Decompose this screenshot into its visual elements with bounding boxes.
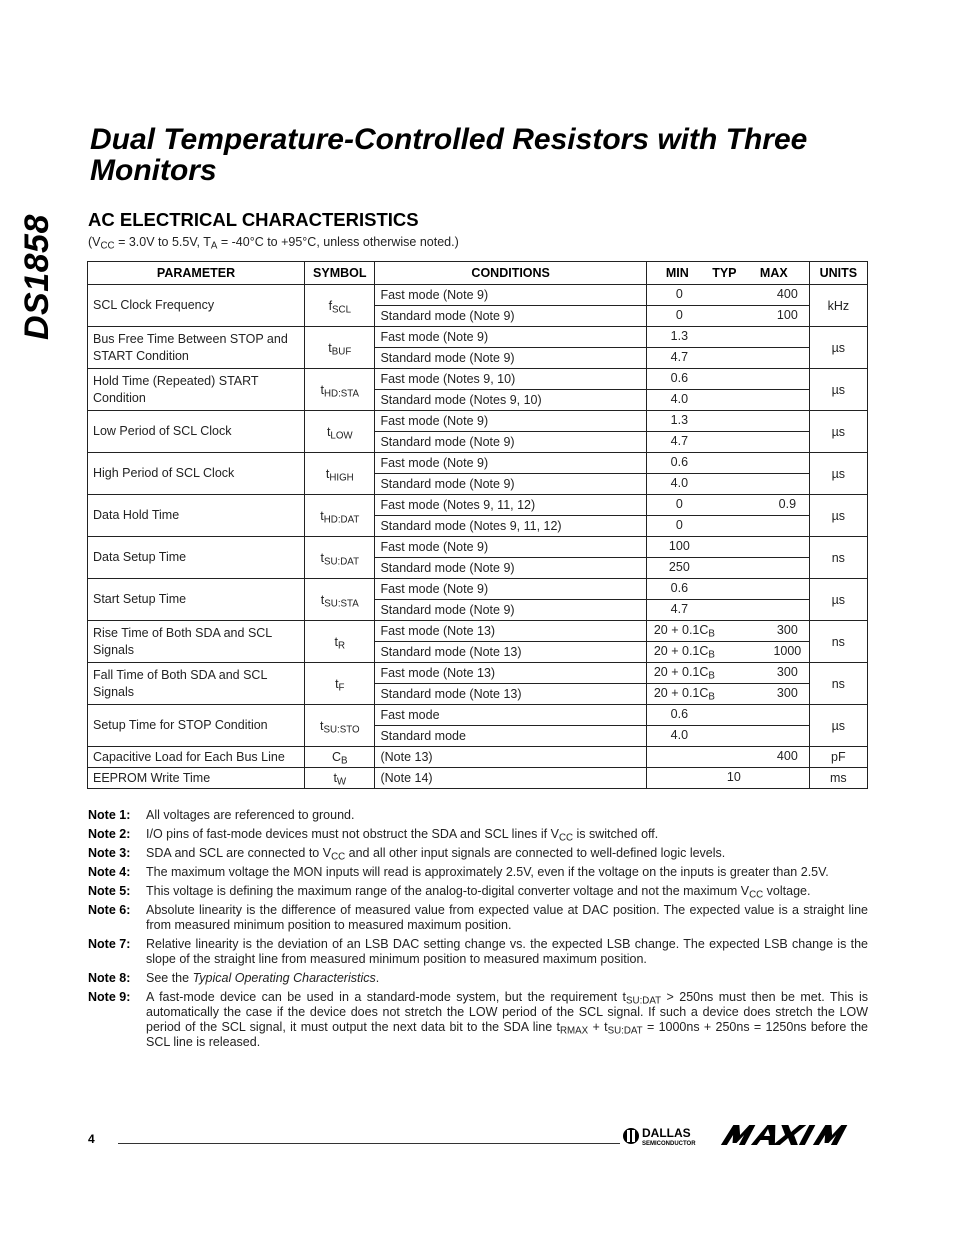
value-min-text-subscript: B [708,649,715,661]
cell-conditions: Fast mode (Note 9) [375,579,646,600]
cell-symbol [305,411,375,453]
value-min [652,371,707,385]
cell-symbol [305,621,375,663]
value-typ: 10 [726,770,741,784]
value-min [652,602,707,616]
cell-min-typ-max [646,537,809,558]
value-max: 300 [776,623,798,637]
symbol-text: t [320,382,325,397]
value-min [652,518,707,532]
cell-min-typ-max [646,285,809,306]
table-row [88,537,868,558]
value-min-text: 20 + 0.1C [653,644,709,658]
table-row [88,285,868,306]
value-max: 400 [776,287,798,301]
symbol-text-subscript: SU:STA [324,597,359,609]
cell-min-typ-max [646,600,809,621]
header-conditions: CONDITIONS [375,262,646,285]
note-text: The maximum voltage the MON inputs will read is approximately 2.5V, even if the voltage on the inputs is greater than 2.5V. [146,865,829,879]
note-text: This voltage is defining the maximum range of the analog-to-digital converter voltage and not the maximum $V_{CC}$ voltage. [146,884,811,901]
cell-parameter: Capacitive Load for Each Bus Line [88,747,305,768]
symbol-text: C [332,750,342,764]
min-typ-max-values [652,390,804,410]
value-min-text: 0.6 [670,707,689,721]
symbol-text-subscript: SU:STO [323,723,360,735]
note-label: Note 3: [88,846,131,860]
value-min-text: 4.0 [670,392,689,406]
table-header-row [88,262,868,285]
value-min-text: 20 + 0.1C [653,665,709,679]
value-min [652,434,707,448]
value-min-text: 0.6 [670,581,689,595]
value-min [652,581,707,595]
note-text: I/O pins of fast-mode devices must not obstruct the SDA and SCL lines if $V_{CC}$ is switched off. [146,827,659,844]
value-min-text: 20 + 0.1C [653,686,709,700]
note-item [88,990,868,1050]
cell-units: ms [809,768,867,789]
cell-symbol [305,768,375,789]
cell-min-typ-max [646,747,809,768]
cell-conditions: Fast mode (Notes 9, 10) [375,369,646,390]
dallas-semiconductor-logo [622,1125,712,1147]
value-min-text: 4.7 [670,434,689,448]
symbol-text-subscript: LOW [330,429,353,441]
symbol-text: t [320,592,325,607]
symbol-text: t [333,771,337,785]
symbol-text-subscript: F [338,681,345,693]
symbol-text-subscript: SU:DAT [324,555,360,567]
min-typ-max-values [652,327,804,347]
min-typ-max-values [652,411,804,431]
value-min [652,539,707,553]
value-min-text: 0 [675,287,683,301]
value-max: 100 [776,308,798,322]
table-row [88,705,868,726]
cell-symbol [305,453,375,495]
cell-conditions: Standard mode (Notes 9, 11, 12) [375,516,646,537]
value-min-text: 0 [675,308,683,322]
value-min-text-subscript: B [708,670,715,682]
min-typ-max-values [652,516,804,536]
header-min-typ-max [646,262,809,285]
cell-units: µs [809,369,867,411]
cell-conditions: Fast mode (Note 13) [375,621,646,642]
section-title: AC ELECTRICAL CHARACTERISTICS [88,209,419,230]
cell-conditions: Fast mode (Note 9) [375,537,646,558]
cell-conditions: Standard mode (Note 9) [375,600,646,621]
cell-conditions: Standard mode (Note 9) [375,348,646,369]
note-label: Note 4: [88,865,131,879]
value-min-text: 0 [675,497,683,511]
value-min-text: 0.6 [670,371,689,385]
cell-conditions: (Note 14) [375,768,646,789]
min-typ-max-values [652,768,804,788]
value-max: 300 [776,665,798,679]
cell-conditions: Standard mode (Note 13) [375,642,646,663]
table-row [88,411,868,432]
value-min-text: 4.0 [670,728,689,742]
header-units: UNITS [809,262,867,285]
symbol-text-subscript: SCL [332,303,352,315]
min-typ-max-values [652,348,804,368]
notes-list [88,808,868,1054]
value-min [653,665,726,682]
note-text: SDA and SCL are connected to $V_{CC}$ and all other input signals are connected to well-defined logic levels. [146,846,726,863]
min-typ-max-values [652,453,804,473]
cell-conditions: Fast mode (Note 9) [375,285,646,306]
min-typ-max-values [652,747,804,767]
note-item [88,971,868,986]
min-typ-max-values [652,684,804,704]
symbol-text: t [334,634,338,649]
header-symbol: SYMBOL [305,262,375,285]
value-max: 0.9 [778,497,797,511]
cell-units: µs [809,579,867,621]
ac-characteristics-table [87,261,868,789]
symbol-text: t [325,466,330,481]
min-typ-max-values [652,705,804,725]
note-item [88,903,868,933]
cell-min-typ-max [646,642,809,663]
min-typ-max-values [652,474,804,494]
cell-parameter: Setup Time for STOP Condition [88,705,305,747]
note-item [88,865,868,880]
note-text: Absolute linearity is the difference of measured value from expected value at DAC position. The expected value is a straight line from measured minimum position to measured maximum position. [146,903,868,932]
table-row [88,579,868,600]
note-label: Note 6: [88,903,131,917]
note-text: See the Typical Operating Characteristics. [146,971,380,985]
value-min-text: 1.3 [670,329,689,343]
value-min [652,476,707,490]
section-conditions [88,235,459,252]
cell-symbol [305,327,375,369]
cell-symbol [305,705,375,747]
cell-min-typ-max [646,579,809,600]
cell-min-typ-max [646,663,809,684]
symbol-text-subscript: BUF [331,345,352,357]
value-min [653,623,726,640]
table-row [88,621,868,642]
cell-parameter: EEPROM Write Time [88,768,305,789]
cell-min-typ-max [646,705,809,726]
value-min-text: 250 [668,560,690,574]
note-item [88,846,868,861]
cell-conditions: Standard mode (Note 13) [375,684,646,705]
cell-units: µs [809,495,867,537]
note-text: A fast-mode device can be used in a standard-mode system, but the requirement $t_{SU:DAT} > 250ns$ must then be met. This is automatically the case if the device does not stretch the LOW period of the SCL signal. If such a device does stretch the LOW period of the SCL signal, it must output the next data bit to the SDA line $t_{RMAX} + t_{SU:DAT} = 1000ns + 250ns = 1250ns$ before the SCL line is released. [146,990,868,1049]
cell-conditions: Standard mode (Note 9) [375,558,646,579]
cell-min-typ-max [646,768,809,789]
min-typ-max-values [652,579,804,599]
table-row [88,495,868,516]
symbol-text-subscript: HD:STA [324,387,360,399]
note-text: All voltages are referenced to ground. [146,808,355,822]
min-typ-max-values [652,600,804,620]
cell-min-typ-max [646,474,809,495]
side-part-label: DS1858 [18,214,56,340]
min-typ-max-values [652,642,804,662]
note-label: Note 2: [88,827,131,841]
symbol-text-subscript: HIGH [329,471,354,483]
cell-min-typ-max [646,516,809,537]
min-typ-max-values [652,306,804,326]
min-typ-max-values [652,663,804,683]
table-row [88,768,868,789]
value-min [652,392,707,406]
page-number: 4 [88,1132,95,1146]
cell-parameter: Data Setup Time [88,537,305,579]
value-max: 300 [776,686,798,700]
min-typ-max-values [652,495,804,515]
cell-conditions: Standard mode (Note 9) [375,306,646,327]
table-row [88,747,868,768]
cell-parameter: Rise Time of Both SDA and SCL Signals [88,621,305,663]
cell-min-typ-max [646,327,809,348]
cell-symbol [305,495,375,537]
min-typ-max-values [652,285,804,305]
symbol-text: f [328,298,333,313]
cell-units: µs [809,705,867,747]
symbol-text: t [319,718,324,733]
min-typ-max-values [652,621,804,641]
cell-min-typ-max [646,453,809,474]
cell-symbol [305,663,375,705]
document-title: Dual Temperature-Controlled Resistors with Three Monitors [90,123,808,187]
cell-min-typ-max [646,726,809,747]
note-item [88,827,868,842]
note-label: Note 1: [88,808,131,822]
value-min-text: 100 [668,539,690,553]
symbol-text: t [335,676,339,691]
cell-conditions: Standard mode (Note 9) [375,474,646,495]
value-min-text: 0.6 [670,455,689,469]
cell-conditions: Fast mode (Note 9) [375,453,646,474]
header-parameter: PARAMETER [88,262,305,285]
header-min: MIN [665,266,689,280]
value-min-text-subscript: B [708,628,715,640]
note-label: Note 9: [88,990,131,1004]
value-min [653,686,726,703]
value-max: 1000 [773,644,802,658]
note-italic-reference: Typical Operating Characteristics [192,971,376,985]
cell-min-typ-max [646,558,809,579]
value-min [652,497,707,511]
note-item [88,808,868,823]
cell-min-typ-max [646,621,809,642]
cell-parameter: High Period of SCL Clock [88,453,305,495]
cell-min-typ-max [646,369,809,390]
value-min [652,413,707,427]
cell-symbol [305,285,375,327]
table-row [88,453,868,474]
symbol-text: t [326,424,331,439]
value-min-text: 4.0 [670,476,689,490]
value-min [652,455,707,469]
value-min [652,707,707,721]
cell-symbol [305,369,375,411]
value-min-text: 4.7 [670,602,689,616]
cell-min-typ-max [646,348,809,369]
cell-conditions: Fast mode (Note 9) [375,327,646,348]
note-label: Note 5: [88,884,131,898]
min-typ-max-values [652,369,804,389]
table-body [88,285,868,789]
logo-dallas-sub-text: SEMICONDUCTOR [642,1141,696,1147]
cell-parameter: Bus Free Time Between STOP and START Condition [88,327,305,369]
cell-min-typ-max [646,432,809,453]
logo-dallas-text: DALLAS [642,1126,691,1140]
footer-rule [118,1143,620,1144]
table-row [88,369,868,390]
cell-min-typ-max [646,495,809,516]
cell-conditions: (Note 13) [375,747,646,768]
cell-conditions: Fast mode (Note 9) [375,411,646,432]
cell-units: ns [809,537,867,579]
cell-units: µs [809,327,867,369]
symbol-text-subscript: R [338,639,346,651]
value-min-text: 1.3 [670,413,689,427]
cell-units: kHz [809,285,867,327]
cell-units: µs [809,411,867,453]
value-min-text: 4.7 [670,350,689,364]
table-row [88,327,868,348]
value-max: 400 [776,749,798,763]
symbol-text-subscript: HD:DAT [323,513,360,525]
cell-units: pF [809,747,867,768]
cell-min-typ-max [646,390,809,411]
value-min [652,560,707,574]
section-conditions-text: ($V_{CC} = 3.0V$ to 5.5V, $T_A = -40^\circ C$ to +95°C, unless otherwise noted.) [88,235,459,252]
value-min-text-subscript: B [708,691,715,703]
symbol-text: t [320,508,324,523]
note-label: Note 7: [88,937,131,951]
value-min [652,287,707,301]
value-min [652,308,707,322]
value-min [653,644,726,661]
cell-symbol [305,537,375,579]
symbol-text: t [320,550,325,565]
cell-conditions: Fast mode (Note 13) [375,663,646,684]
cell-parameter: Start Setup Time [88,579,305,621]
maxim-logo [718,1123,868,1147]
value-min [652,329,707,343]
min-typ-max-values [652,537,804,557]
value-min-text: 20 + 0.1C [653,623,709,637]
table-row [88,663,868,684]
note-item [88,937,868,967]
min-typ-max-values [652,432,804,452]
cell-conditions: Fast mode (Notes 9, 11, 12) [375,495,646,516]
cell-min-typ-max [646,684,809,705]
value-min [652,728,707,742]
value-min-text: 0 [675,518,683,532]
header-max: MAX [759,266,788,280]
cell-units: ns [809,663,867,705]
min-typ-max-values [652,726,804,746]
note-text: Relative linearity is the deviation of an LSB DAC setting change vs. the expected LSB change. The expected LSB change is the slope of the straight line from measured minimum position to measured maximum position. [146,937,868,966]
symbol-text-subscript: W [336,776,347,788]
cell-parameter: Hold Time (Repeated) START Condition [88,369,305,411]
symbol-text-subscript: B [341,755,348,767]
value-min [652,350,707,364]
cell-conditions: Standard mode (Notes 9, 10) [375,390,646,411]
cell-units: µs [809,453,867,495]
cell-parameter: Fall Time of Both SDA and SCL Signals [88,663,305,705]
note-item [88,884,868,899]
cell-units: ns [809,621,867,663]
cell-symbol [305,747,375,768]
cell-parameter: Low Period of SCL Clock [88,411,305,453]
cell-min-typ-max [646,411,809,432]
note-label: Note 8: [88,971,131,985]
cell-parameter: Data Hold Time [88,495,305,537]
header-typ: TYP [712,266,737,280]
cell-min-typ-max [646,306,809,327]
cell-conditions: Standard mode (Note 9) [375,432,646,453]
min-typ-max-values [652,558,804,578]
cell-symbol [305,579,375,621]
symbol-text: t [328,340,332,355]
cell-parameter: SCL Clock Frequency [88,285,305,327]
cell-conditions: Fast mode [375,705,646,726]
cell-conditions: Standard mode [375,726,646,747]
